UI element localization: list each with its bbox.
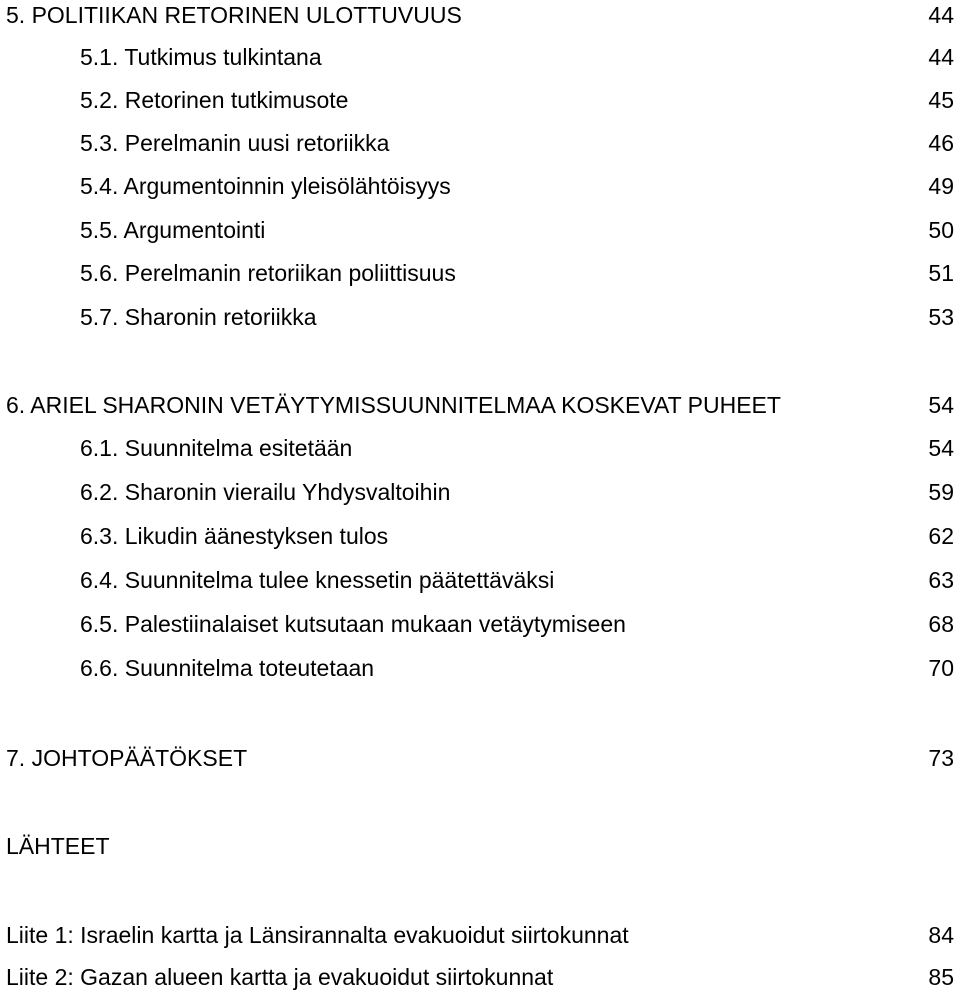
toc-entry-label: 6.3. Likudin äänestyksen tulos bbox=[80, 523, 389, 549]
toc-entry-page: 54 bbox=[928, 435, 954, 461]
toc-entry-5-7[interactable] bbox=[0, 302, 960, 332]
toc-entry-6-5[interactable] bbox=[0, 609, 960, 639]
toc-entry-page: 62 bbox=[928, 523, 954, 549]
toc-entry-label: 6. ARIEL SHARONIN VETÄYTYMISSUUNNITELMAA KOSKEVAT PUHEET bbox=[6, 392, 781, 418]
toc-entry-page: 50 bbox=[928, 217, 954, 243]
toc-entry-label: 5.6. Perelmanin retoriikan poliittisuus bbox=[80, 260, 456, 286]
toc-entry-label: 7. JOHTOPÄÄTÖKSET bbox=[6, 745, 248, 771]
toc-entry-chapter-7[interactable] bbox=[0, 743, 960, 773]
toc-entry-label: LÄHTEET bbox=[6, 833, 110, 859]
toc-entry-page: 53 bbox=[928, 304, 954, 330]
toc-entry-6-4[interactable] bbox=[0, 565, 960, 595]
toc-entry-label: 6.1. Suunnitelma esitetään bbox=[80, 435, 353, 461]
toc-entry-5-4[interactable] bbox=[0, 171, 960, 201]
toc-entry-page: 45 bbox=[928, 87, 954, 113]
toc-entry-page: 44 bbox=[928, 44, 954, 70]
toc-entry-page: 46 bbox=[928, 130, 954, 156]
toc-entry-label: 5.7. Sharonin retoriikka bbox=[80, 304, 317, 330]
toc-entry-references[interactable] bbox=[0, 831, 960, 861]
toc-entry-page: 54 bbox=[928, 392, 954, 418]
toc-entry-chapter-6[interactable] bbox=[0, 390, 960, 420]
toc-entry-label: Liite 1: Israelin kartta ja Länsirannalta evakuoidut siirtokunnat bbox=[6, 922, 629, 948]
toc-entry-label: 5.3. Perelmanin uusi retoriikka bbox=[80, 130, 390, 156]
toc-entry-label: 6.4. Suunnitelma tulee knessetin päätettäväksi bbox=[80, 567, 555, 593]
toc-entry-chapter-5[interactable] bbox=[0, 0, 960, 30]
toc-entry-label: 6.2. Sharonin vierailu Yhdysvaltoihin bbox=[80, 479, 451, 505]
toc-entry-page: 84 bbox=[928, 922, 954, 948]
toc-entry-label: Liite 2: Gazan alueen kartta ja evakuoidut siirtokunnat bbox=[6, 964, 554, 990]
toc-entry-5-1[interactable] bbox=[0, 42, 960, 72]
toc-entry-page: 44 bbox=[928, 2, 954, 28]
toc-entry-page: 70 bbox=[928, 655, 954, 681]
toc-entry-page: 68 bbox=[928, 611, 954, 637]
toc-entry-page: 85 bbox=[928, 964, 954, 990]
toc-entry-label: 5.1. Tutkimus tulkintana bbox=[80, 44, 322, 70]
toc-entry-label: 5. POLITIIKAN RETORINEN ULOTTUVUUS bbox=[6, 2, 462, 28]
toc-entry-page: 59 bbox=[928, 479, 954, 505]
toc-entry-label: 5.4. Argumentoinnin yleisölähtöisyys bbox=[80, 173, 451, 199]
toc-entry-appendix-1[interactable] bbox=[0, 920, 960, 950]
toc-entry-5-2[interactable] bbox=[0, 85, 960, 115]
toc-entry-page: 51 bbox=[928, 260, 954, 286]
toc-entry-page: 73 bbox=[928, 745, 954, 771]
toc-entry-label: 5.5. Argumentointi bbox=[80, 217, 266, 243]
toc-entry-6-3[interactable] bbox=[0, 521, 960, 551]
toc-entry-6-1[interactable] bbox=[0, 433, 960, 463]
toc-entry-6-2[interactable] bbox=[0, 477, 960, 507]
toc-entry-page: 63 bbox=[928, 567, 954, 593]
toc-entry-label: 6.5. Palestiinalaiset kutsutaan mukaan vetäytymiseen bbox=[80, 611, 626, 637]
toc-entry-5-6[interactable] bbox=[0, 258, 960, 288]
toc-entry-6-6[interactable] bbox=[0, 653, 960, 683]
toc-entry-appendix-2[interactable] bbox=[0, 962, 960, 992]
toc-entry-label: 5.2. Retorinen tutkimusote bbox=[80, 87, 349, 113]
toc-entry-page: 49 bbox=[928, 173, 954, 199]
toc-entry-5-3[interactable] bbox=[0, 128, 960, 158]
toc-entry-label: 6.6. Suunnitelma toteutetaan bbox=[80, 655, 375, 681]
toc-entry-5-5[interactable] bbox=[0, 215, 960, 245]
